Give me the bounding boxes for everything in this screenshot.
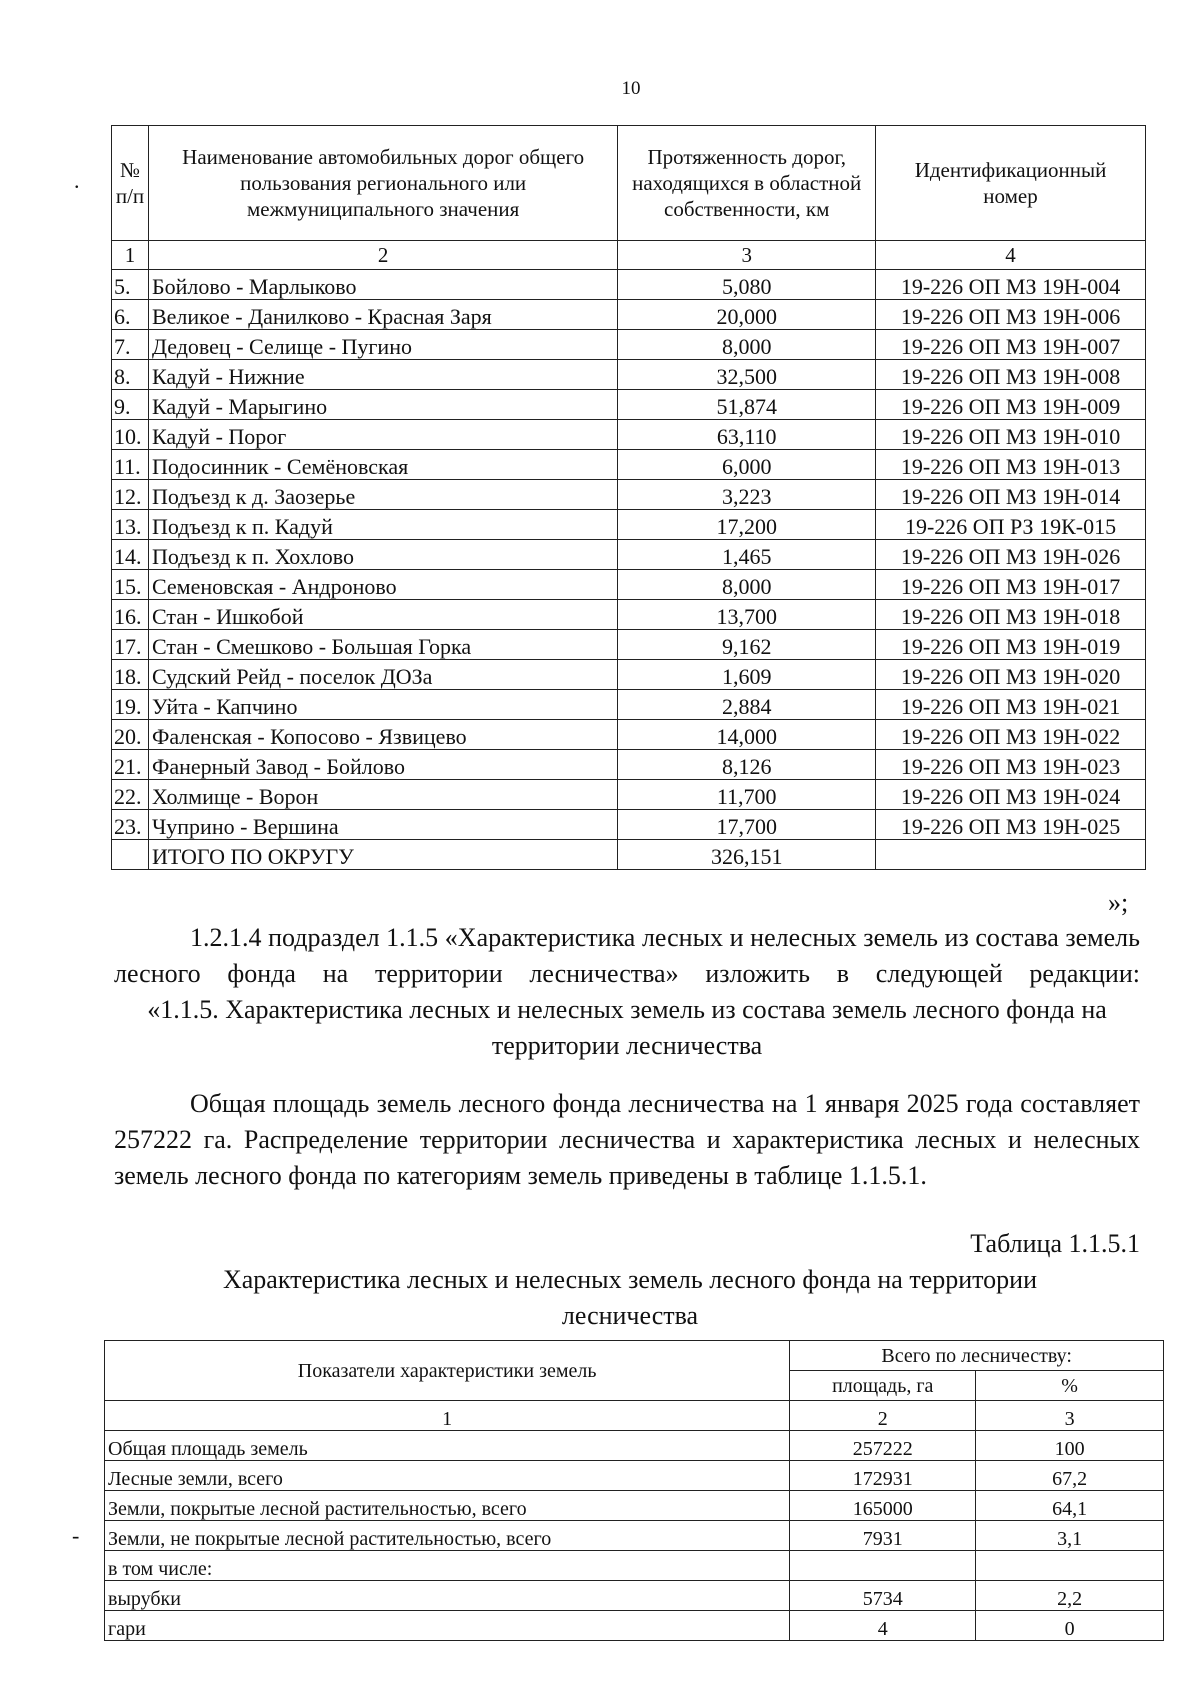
- table-row: [105, 1551, 1164, 1581]
- area-value: 172931: [790, 1461, 976, 1491]
- percent-value: [976, 1551, 1164, 1581]
- area-paragraph: Общая площадь земель лесного фонда лесничества на 1 января 2025 года составляет 257222 га. Распределение территории лесничества и характеристика лесных и нелесных земель лесного фонда по категориям земель приведены в таблице 1.1.5.1.: [114, 1089, 1140, 1190]
- table-row: [105, 1521, 1164, 1551]
- road-length: 17,700: [618, 810, 876, 840]
- table-row: [112, 660, 1146, 690]
- row-number: 13.: [112, 510, 149, 540]
- header-id: Идентификационный номер: [876, 126, 1146, 241]
- total-length: 326,151: [618, 840, 876, 870]
- road-id: 19-226 ОП МЗ 19Н-004: [876, 270, 1146, 300]
- road-name: Холмище - Ворон: [148, 780, 617, 810]
- road-id: 19-226 ОП МЗ 19Н-018: [876, 600, 1146, 630]
- table-row: [112, 630, 1146, 660]
- table-row: [112, 510, 1146, 540]
- col-number: 1: [112, 241, 149, 270]
- road-name: Стан - Ишкобой: [148, 600, 617, 630]
- road-id: 19-226 ОП МЗ 19Н-025: [876, 810, 1146, 840]
- table-row: [112, 300, 1146, 330]
- row-number: 20.: [112, 720, 149, 750]
- header-name: Наименование автомобильных дорог общего пользования регионального или межмуниципального значения: [148, 126, 617, 241]
- percent-value: 3,1: [976, 1521, 1164, 1551]
- road-name: Подъезд к п. Хохлово: [148, 540, 617, 570]
- indicator-label: Общая площадь земель: [105, 1431, 790, 1461]
- header-percent: %: [976, 1371, 1164, 1401]
- road-length: 5,080: [618, 270, 876, 300]
- road-length: 51,874: [618, 390, 876, 420]
- amendment-paragraph: 1.2.1.4 подраздел 1.1.5 «Характеристика лесных и нелесных земель из состава земель лесного фонда на территории лесничества» изложить в следующей редакции:: [114, 923, 1140, 988]
- row-number: 6.: [112, 300, 149, 330]
- table-row: [112, 570, 1146, 600]
- table-row: [105, 1431, 1164, 1461]
- percent-value: 100: [976, 1431, 1164, 1461]
- road-name: Фаленская - Копосово - Язвицево: [148, 720, 617, 750]
- road-length: 32,500: [618, 360, 876, 390]
- land-table-header-1: [105, 1341, 1164, 1371]
- margin-mark: -: [72, 1523, 80, 1548]
- area-value: 165000: [790, 1491, 976, 1521]
- indicator-label: вырубки: [105, 1581, 790, 1611]
- indicator-label: гари: [105, 1611, 790, 1641]
- road-length: 2,884: [618, 690, 876, 720]
- table-row: [112, 270, 1146, 300]
- road-id: 19-226 ОП МЗ 19Н-022: [876, 720, 1146, 750]
- row-number: 9.: [112, 390, 149, 420]
- road-length: 13,700: [618, 600, 876, 630]
- road-id: 19-226 ОП МЗ 19Н-019: [876, 630, 1146, 660]
- col-number: 1: [105, 1401, 790, 1431]
- header-indicator: Показатели характеристики земель: [105, 1341, 790, 1401]
- land-column-numbers: [105, 1401, 1164, 1431]
- area-value: 4: [790, 1611, 976, 1641]
- road-name: Кадуй - Нижние: [148, 360, 617, 390]
- header-length: Протяженность дорог, находящихся в областной собственности, км: [618, 126, 876, 241]
- road-id: 19-226 ОП МЗ 19Н-020: [876, 660, 1146, 690]
- road-name: Великое - Данилково - Красная Заря: [148, 300, 617, 330]
- road-length: 6,000: [618, 450, 876, 480]
- road-length: 9,162: [618, 630, 876, 660]
- road-length: 63,110: [618, 420, 876, 450]
- road-id: 19-226 ОП МЗ 19Н-023: [876, 750, 1146, 780]
- road-length: 1,609: [618, 660, 876, 690]
- table-row: [105, 1581, 1164, 1611]
- road-length: 3,223: [618, 480, 876, 510]
- road-name: Судский Рейд - поселок ДОЗа: [148, 660, 617, 690]
- table-row: [105, 1491, 1164, 1521]
- page-number: 10: [621, 78, 641, 99]
- table-row: [112, 780, 1146, 810]
- table-row: [105, 1461, 1164, 1491]
- table-row: [112, 360, 1146, 390]
- road-id: 19-226 ОП МЗ 19Н-017: [876, 570, 1146, 600]
- table-row: [112, 330, 1146, 360]
- roads-column-numbers: [112, 241, 1146, 270]
- land-table: [104, 1340, 1164, 1641]
- road-length: 11,700: [618, 780, 876, 810]
- roads-table-header: [112, 126, 1146, 241]
- road-id: 19-226 ОП МЗ 19Н-026: [876, 540, 1146, 570]
- col-number: 2: [790, 1401, 976, 1431]
- table-label: Таблица 1.1.5.1: [970, 1229, 1140, 1258]
- total-num: [112, 840, 149, 870]
- table-row: [112, 600, 1146, 630]
- table-row: [112, 420, 1146, 450]
- table-row: [112, 690, 1146, 720]
- row-number: 5.: [112, 270, 149, 300]
- total-label: ИТОГО ПО ОКРУГУ: [148, 840, 617, 870]
- road-name: Бойлово - Марлыково: [148, 270, 617, 300]
- road-id: 19-226 ОП МЗ 19Н-009: [876, 390, 1146, 420]
- row-number: 8.: [112, 360, 149, 390]
- row-number: 21.: [112, 750, 149, 780]
- table-row: [112, 450, 1146, 480]
- col-number: 2: [148, 241, 617, 270]
- road-id: 19-226 ОП МЗ 19Н-010: [876, 420, 1146, 450]
- table-row: [112, 390, 1146, 420]
- road-id: 19-226 ОП МЗ 19Н-014: [876, 480, 1146, 510]
- road-length: 17,200: [618, 510, 876, 540]
- road-name: Дедовец - Селище - Пугино: [148, 330, 617, 360]
- table-row: [112, 810, 1146, 840]
- road-length: 8,126: [618, 750, 876, 780]
- row-number: 10.: [112, 420, 149, 450]
- indicator-label: в том числе:: [105, 1551, 790, 1581]
- percent-value: 67,2: [976, 1461, 1164, 1491]
- road-name: Подосинник - Семёновская: [148, 450, 617, 480]
- table-row: [112, 480, 1146, 510]
- percent-value: 64,1: [976, 1491, 1164, 1521]
- row-number: 17.: [112, 630, 149, 660]
- road-name: Чуприно - Вершина: [148, 810, 617, 840]
- row-number: 14.: [112, 540, 149, 570]
- table-row: [105, 1611, 1164, 1641]
- percent-value: 2,2: [976, 1581, 1164, 1611]
- road-id: 19-226 ОП МЗ 19Н-024: [876, 780, 1146, 810]
- percent-value: 0: [976, 1611, 1164, 1641]
- area-value: 7931: [790, 1521, 976, 1551]
- road-name: Подъезд к д. Заозерье: [148, 480, 617, 510]
- road-id: 19-226 ОП МЗ 19Н-007: [876, 330, 1146, 360]
- road-id: 19-226 ОП МЗ 19Н-021: [876, 690, 1146, 720]
- col-number: 4: [876, 241, 1146, 270]
- road-name: Фанерный Завод - Бойлово: [148, 750, 617, 780]
- row-number: 19.: [112, 690, 149, 720]
- table-title: Характеристика лесных и нелесных земель лесного фонда на территории лесничества: [222, 1265, 1037, 1330]
- row-number: 11.: [112, 450, 149, 480]
- row-number: 22.: [112, 780, 149, 810]
- road-id: 19-226 ОП МЗ 19Н-006: [876, 300, 1146, 330]
- col-number: 3: [976, 1401, 1164, 1431]
- road-length: 1,465: [618, 540, 876, 570]
- area-value: 5734: [790, 1581, 976, 1611]
- table-row: [112, 540, 1146, 570]
- margin-mark: .: [74, 168, 80, 193]
- road-length: 8,000: [618, 330, 876, 360]
- row-number: 18.: [112, 660, 149, 690]
- row-number: 7.: [112, 330, 149, 360]
- col-number: 3: [618, 241, 876, 270]
- indicator-label: Земли, не покрытые лесной растительностью, всего: [105, 1521, 790, 1551]
- indicator-label: Лесные земли, всего: [105, 1461, 790, 1491]
- road-length: 14,000: [618, 720, 876, 750]
- roads-table: [111, 125, 1146, 870]
- row-number: 12.: [112, 480, 149, 510]
- road-length: 20,000: [618, 300, 876, 330]
- road-name: Подъезд к п. Кадуй: [148, 510, 617, 540]
- area-value: [790, 1551, 976, 1581]
- road-name: Семеновская - Андроново: [148, 570, 617, 600]
- row-number: 23.: [112, 810, 149, 840]
- roads-total-row: [112, 840, 1146, 870]
- road-id: 19-226 ОП РЗ 19К-015: [876, 510, 1146, 540]
- indicator-label: Земли, покрытые лесной растительностью, всего: [105, 1491, 790, 1521]
- road-name: Стан - Смешково - Большая Горка: [148, 630, 617, 660]
- header-total: Всего по лесничеству:: [790, 1341, 1164, 1371]
- road-id: 19-226 ОП МЗ 19Н-013: [876, 450, 1146, 480]
- table-row: [112, 750, 1146, 780]
- total-id: [876, 840, 1146, 870]
- table-row: [112, 720, 1146, 750]
- area-value: 257222: [790, 1431, 976, 1461]
- road-name: Уйта - Капчино: [148, 690, 617, 720]
- road-name: Кадуй - Марыгино: [148, 390, 617, 420]
- road-length: 8,000: [618, 570, 876, 600]
- row-number: 15.: [112, 570, 149, 600]
- header-area: площадь, га: [790, 1371, 976, 1401]
- section-heading: «1.1.5. Характеристика лесных и нелесных земель из состава земель лесного фонда на территории лесничества: [147, 995, 1107, 1060]
- road-name: Кадуй - Порог: [148, 420, 617, 450]
- road-id: 19-226 ОП МЗ 19Н-008: [876, 360, 1146, 390]
- row-number: 16.: [112, 600, 149, 630]
- header-num: № п/п: [112, 126, 149, 241]
- quote-end: »;: [1108, 888, 1129, 917]
